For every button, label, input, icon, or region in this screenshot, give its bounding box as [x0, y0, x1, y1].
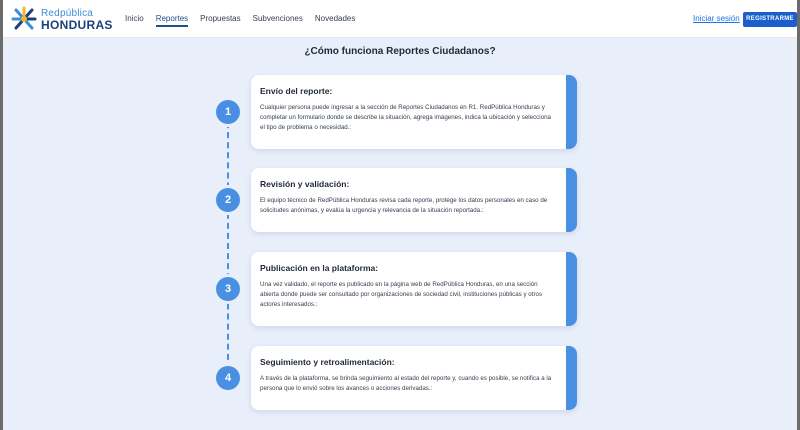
login-link[interactable]: Iniciar sesión [693, 14, 740, 23]
step-number-3: 3 [216, 277, 240, 301]
logo-mark-icon [11, 6, 37, 32]
step-title: Seguimiento y retroalimentación: [260, 357, 395, 367]
step-title: Publicación en la plataforma: [260, 263, 379, 273]
nav-item-novedades[interactable]: Novedades [314, 14, 356, 23]
step-description: Cualquier persona puede ingresar a la sección de Reportes Ciudadanos en R1. RedPública Honduras y completar un formulario donde se describe la situación, agrega imágenes, indica la ubicación y selecciona el tipo de problema o necesidad.: [260, 104, 551, 131]
main-nav [120, 0, 362, 38]
nav-item-subvenciones[interactable]: Subvenciones [252, 14, 303, 23]
card-accent-bar [566, 168, 577, 232]
card-accent-bar [566, 346, 577, 410]
step-title: Envío del reporte: [260, 86, 333, 96]
step-title: Revisión y validación: [260, 179, 350, 189]
brand-name-line2: HONDURAS [41, 18, 113, 32]
timeline-connector [227, 112, 229, 380]
nav-item-propuestas[interactable]: Propuestas [200, 14, 241, 23]
step-card-4 [251, 346, 577, 410]
step-number-4: 4 [216, 366, 240, 390]
card-accent-bar [566, 252, 577, 326]
brand-logo[interactable] [11, 6, 121, 32]
step-description: Una vez validado, el reporte es publicado en la página web de RedPública Honduras, en una sección abierta donde puede ser consultado por organizaciones de sociedad civil, instituciones públicas y otros actores interesados.: [260, 281, 543, 308]
register-button[interactable]: REGISTRARME [743, 12, 797, 27]
nav-item-reportes[interactable]: Reportes [151, 0, 193, 38]
step-number-1: 1 [216, 100, 240, 124]
brand-name-line1: Redpública [41, 8, 94, 19]
step-card-3 [251, 252, 577, 326]
step-card-2 [251, 168, 577, 232]
step-description: El equipo técnico de RedPública Honduras revisa cada reporte, protege los datos personales en caso de solicitudes anónimas, y evalúa la urgencia y relevancia de la situación reportada.: [260, 197, 548, 214]
card-accent-bar [566, 75, 577, 149]
step-description: A través de la plataforma, se brinda seguimiento al estado del reporte y, cuando es posible, se notifica a la persona que lo envió sobre los avances o acciones derivadas.: [260, 375, 552, 392]
step-number-2: 2 [216, 188, 240, 212]
step-card-1 [251, 75, 577, 149]
nav-item-inicio[interactable]: Inicio [125, 14, 144, 23]
section-title: ¿Cómo funciona Reportes Ciudadanos? [304, 46, 496, 57]
window-frame-left [0, 0, 3, 430]
top-navigation-bar [3, 0, 797, 38]
